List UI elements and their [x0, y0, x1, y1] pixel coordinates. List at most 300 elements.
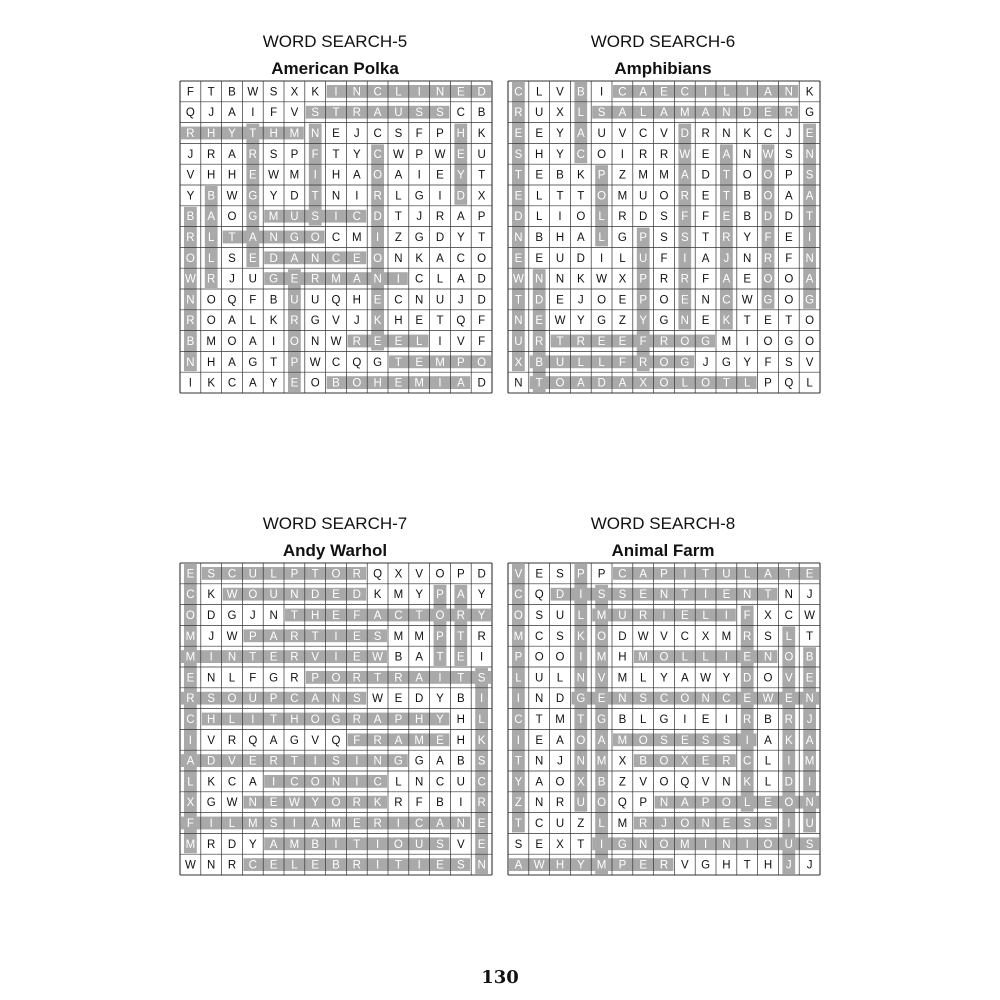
grid-letter: D [477, 568, 486, 581]
grid-letter: R [435, 211, 445, 224]
grid-letter: R [352, 714, 361, 726]
grid-letter: P [290, 356, 299, 369]
grid-letter: A [248, 776, 257, 789]
grid-letter: M [331, 273, 341, 286]
grid-letter: E [722, 589, 731, 602]
grid-letter: I [251, 107, 255, 120]
grid-letter: F [702, 273, 710, 286]
grid-letter: A [764, 568, 772, 581]
grid-letter: Z [514, 797, 522, 810]
grid-letter: V [311, 734, 320, 747]
grid-letter: E [186, 672, 195, 685]
grid-letter: C [227, 377, 237, 390]
grid-letter: G [659, 315, 669, 328]
grid-letter: C [743, 755, 752, 768]
grid-letter: S [456, 859, 465, 872]
grid-letter: D [555, 589, 565, 602]
grid-letter: O [185, 610, 195, 622]
grid-letter: W [226, 630, 238, 643]
grid-letter: J [353, 128, 360, 140]
grid-letter: D [743, 672, 752, 685]
grid-letter: A [556, 734, 564, 747]
grid-letter: O [763, 672, 773, 685]
grid-letter: E [535, 568, 544, 581]
grid-letter: D [290, 190, 299, 203]
grid-letter: C [477, 776, 486, 789]
grid-letter: O [638, 734, 648, 747]
grid-letter: K [373, 315, 382, 328]
grid-letter: D [784, 211, 793, 224]
grid-letter: S [660, 232, 668, 244]
grid-letter: O [477, 356, 487, 369]
grid-letter: O [227, 211, 237, 224]
grid-letter: D [784, 776, 793, 789]
grid-letter: I [334, 838, 338, 851]
grid-letter: I [683, 568, 687, 581]
grid-letter: W [804, 610, 816, 622]
grid-letter: L [556, 672, 564, 685]
grid-letter: J [187, 148, 194, 161]
grid-letter: A [207, 211, 216, 224]
grid-letter: Y [269, 377, 278, 390]
grid-letter: C [639, 128, 648, 140]
grid-letter: E [352, 252, 361, 265]
grid-letter: O [185, 252, 195, 265]
grid-letter: O [659, 294, 669, 307]
grid-letter: O [352, 377, 362, 390]
grid-letter: W [434, 148, 446, 161]
grid-letter: E [311, 859, 320, 872]
grid-letter: N [639, 838, 648, 851]
grid-letter: A [660, 107, 668, 120]
grid-letter: D [477, 273, 486, 286]
grid-letter: S [805, 169, 814, 182]
grid-letter: A [805, 734, 814, 747]
grid-letter: N [269, 610, 278, 622]
grid-letter: G [248, 356, 258, 369]
grid-letter: M [680, 838, 690, 851]
grid-letter: N [805, 797, 814, 810]
grid-letter: B [743, 190, 752, 203]
grid-letter: J [353, 315, 360, 328]
grid-letter: K [743, 776, 752, 789]
grid-letter: W [554, 315, 566, 328]
grid-letter: A [514, 859, 523, 872]
grid-letter: A [680, 672, 689, 685]
grid-letter: L [395, 776, 402, 789]
grid-letter: A [576, 128, 585, 140]
grid-letter: T [806, 211, 814, 224]
grid-letter: A [576, 377, 585, 390]
grid-letter: Y [743, 356, 752, 369]
grid-letter: G [414, 755, 424, 768]
grid-letter: W [372, 693, 384, 706]
grid-letter: I [724, 651, 729, 664]
grid-letter: N [784, 86, 793, 99]
grid-letter: E [514, 128, 523, 140]
puzzle-number: WORD SEARCH-6 [590, 32, 736, 51]
grid-letter: Z [577, 818, 585, 830]
grid-letter: E [701, 190, 710, 203]
grid-letter: U [456, 776, 465, 789]
grid-letter: P [639, 294, 648, 307]
grid-letter: E [639, 589, 648, 602]
grid-letter: D [576, 252, 585, 265]
grid-letter: C [331, 356, 341, 369]
grid-letter: C [373, 776, 382, 789]
grid-letter: H [331, 169, 341, 182]
grid-letter: C [373, 86, 382, 99]
grid-letter: G [597, 315, 607, 328]
grid-letter: P [456, 356, 465, 369]
grid-letter: A [456, 377, 465, 390]
grid-letter: Z [618, 169, 626, 182]
grid-letter: E [186, 568, 195, 581]
grid-letter: O [784, 273, 794, 286]
grid-svg [175, 562, 495, 934]
grid-letter: N [269, 232, 278, 244]
grid-letter: S [743, 818, 752, 830]
grid-letter: T [311, 568, 319, 581]
grid-letter: Q [617, 797, 627, 810]
grid-letter: S [311, 211, 320, 224]
grid-letter: D [373, 211, 382, 224]
grid-letter: M [638, 651, 648, 664]
grid-letter: T [436, 651, 444, 664]
grid-letter: T [535, 377, 543, 390]
grid-letter: G [310, 315, 320, 328]
grid-letter: W [226, 190, 238, 203]
grid-letter: R [394, 797, 403, 810]
grid-letter: T [332, 148, 340, 161]
grid-letter: E [373, 336, 382, 348]
grid-letter: I [683, 714, 687, 726]
grid-letter: N [701, 294, 710, 307]
grid-letter: E [680, 294, 689, 307]
grid-letter: B [639, 755, 648, 768]
grid-letter: Y [660, 672, 668, 685]
grid-letter: R [290, 630, 299, 643]
grid-letter: O [227, 336, 237, 348]
grid-letter: T [394, 356, 402, 369]
grid-letter: C [186, 714, 195, 726]
grid-letter: L [764, 755, 772, 768]
grid-letter: W [533, 859, 545, 872]
grid-letter: T [514, 755, 522, 768]
grid-letter: S [436, 838, 444, 851]
grid-letter: K [722, 315, 731, 328]
grid-letter: K [805, 86, 814, 99]
grid-letter: E [514, 252, 523, 265]
grid-letter: J [785, 859, 792, 872]
grid-letter: K [207, 377, 216, 390]
grid-letter: I [334, 86, 338, 99]
grid-letter: E [805, 568, 814, 581]
grid-letter: Z [618, 315, 626, 328]
grid-letter: P [436, 589, 444, 602]
grid-letter: S [514, 838, 523, 851]
grid-letter: I [787, 755, 791, 768]
grid-letter: N [805, 252, 814, 265]
grid-letter: L [619, 252, 626, 265]
grid-letter: Q [331, 734, 341, 747]
grid-letter: A [701, 252, 710, 265]
grid-letter: Q [331, 294, 341, 307]
grid-letter: G [721, 356, 731, 369]
grid-letter: R [248, 148, 257, 161]
grid-letter: Q [373, 568, 383, 581]
grid-letter: O [331, 568, 341, 581]
grid-letter: A [248, 336, 257, 348]
grid-letter: N [763, 651, 773, 664]
grid-letter: O [513, 610, 523, 622]
grid-letter: J [208, 107, 215, 120]
grid-letter: S [269, 148, 278, 161]
grid-letter: I [188, 377, 193, 390]
grid-letter: N [514, 232, 523, 244]
grid-letter: R [207, 273, 216, 286]
grid-letter: N [311, 128, 320, 140]
grid-letter: D [456, 190, 465, 203]
grid-letter: V [597, 672, 606, 685]
grid-letter: N [207, 672, 216, 685]
grid-letter: E [639, 859, 648, 872]
grid-letter: I [807, 776, 812, 789]
grid-letter: A [311, 818, 320, 830]
grid-letter: F [186, 818, 194, 830]
grid-letter: N [576, 755, 585, 768]
grid-letter: Y [456, 232, 465, 244]
grid-letter: N [701, 818, 710, 830]
grid-letter: I [209, 651, 213, 664]
grid-letter: L [577, 107, 585, 120]
grid-letter: S [269, 818, 278, 830]
grid-letter: N [659, 589, 669, 602]
grid-letter: U [248, 693, 257, 706]
grid-letter: M [185, 838, 196, 851]
grid-letter: R [639, 610, 648, 622]
grid-letter: H [290, 714, 299, 726]
grid-letter: O [597, 148, 607, 161]
grid-letter: E [373, 294, 382, 307]
grid-letter: C [722, 294, 731, 307]
grid-letter: B [576, 86, 585, 99]
grid-letter: V [290, 107, 299, 120]
grid-letter: O [659, 190, 669, 203]
grid-letter: I [188, 734, 193, 747]
grid-letter: M [352, 232, 362, 244]
grid-letter: L [639, 714, 647, 726]
grid-letter: O [805, 336, 815, 348]
grid-letter: A [680, 169, 689, 182]
grid-letter: Y [186, 190, 195, 203]
grid-letter: C [456, 107, 465, 120]
grid-letter: W [330, 336, 342, 348]
grid-letter: K [477, 128, 486, 140]
grid-letter: V [456, 838, 465, 851]
grid-letter: S [207, 568, 216, 581]
grid-letter: E [477, 838, 486, 851]
grid-letter: H [227, 169, 237, 182]
grid-letter: A [394, 734, 403, 747]
grid-letter: O [227, 693, 237, 706]
grid-letter: A [436, 252, 444, 265]
grid-letter: Y [722, 672, 731, 685]
grid-letter: Y [477, 610, 486, 622]
grid-letter: M [596, 755, 607, 768]
grid-letter: G [763, 294, 773, 307]
grid-letter: M [393, 589, 404, 602]
grid-letter: I [396, 273, 401, 286]
grid-letter: U [576, 797, 585, 810]
grid-letter: P [290, 568, 299, 581]
grid-letter: R [618, 211, 627, 224]
grid-letter: G [414, 190, 424, 203]
grid-letter: L [702, 651, 709, 664]
grid-letter: C [659, 693, 669, 706]
grid-letter: A [618, 107, 627, 120]
grid-letter: A [805, 273, 814, 286]
grid-letter: T [514, 294, 522, 307]
grid-letter: G [701, 336, 711, 348]
grid-letter: A [456, 589, 465, 602]
grid-letter: F [270, 107, 278, 120]
grid-letter: A [228, 315, 236, 328]
grid-letter: C [290, 776, 299, 789]
grid-letter: R [352, 797, 361, 810]
grid-letter: L [291, 859, 298, 872]
grid-letter: C [576, 148, 585, 161]
grid-letter: O [477, 252, 487, 265]
grid-letter: V [514, 568, 523, 581]
grid-letter: R [680, 190, 689, 203]
grid-letter: S [597, 107, 606, 120]
grid-letter: G [331, 714, 341, 726]
grid-letter: R [555, 797, 565, 810]
grid-letter: H [394, 315, 403, 328]
grid-letter: R [639, 148, 648, 161]
grid-letter: R [290, 672, 299, 685]
grid-letter: R [680, 273, 689, 286]
grid-letter: E [784, 232, 793, 244]
grid-letter: R [373, 190, 382, 203]
grid-letter: G [373, 356, 383, 369]
grid-letter: N [680, 315, 689, 328]
grid-letter: G [289, 734, 299, 747]
grid-letter: E [701, 315, 710, 328]
grid-letter: S [535, 610, 544, 622]
grid-letter: I [745, 838, 749, 851]
grid-letter: C [680, 86, 689, 99]
grid-letter: L [207, 232, 215, 244]
grid-letter: K [415, 252, 424, 265]
grid-letter: R [722, 755, 731, 768]
grid-letter: R [659, 148, 669, 161]
grid-letter: O [784, 797, 794, 810]
grid-letter: W [741, 294, 753, 307]
grid-letter: N [186, 356, 195, 369]
grid-letter: E [535, 169, 544, 182]
grid-letter: L [228, 714, 236, 726]
grid-letter: S [311, 107, 320, 120]
grid-letter: H [456, 734, 465, 747]
grid-letter: I [807, 232, 812, 244]
grid-letter: P [597, 568, 606, 581]
grid-letter: I [683, 252, 687, 265]
grid-letter: B [394, 651, 403, 664]
grid-letter: O [373, 169, 383, 182]
grid-letter: G [805, 294, 815, 307]
grid-letter: S [436, 107, 444, 120]
grid-letter: A [373, 714, 382, 726]
grid-letter: P [248, 630, 257, 643]
grid-letter: L [249, 315, 257, 328]
grid-letter: A [248, 232, 257, 244]
grid-letter: I [292, 818, 297, 830]
grid-letter: B [618, 714, 627, 726]
grid-letter: F [353, 734, 361, 747]
grid-letter: I [334, 211, 338, 224]
grid-letter: B [597, 776, 606, 789]
grid-letter: Q [534, 589, 544, 602]
grid-letter: T [478, 232, 486, 244]
grid-letter: B [535, 356, 544, 369]
grid-letter: W [226, 797, 238, 810]
grid-letter: O [534, 651, 544, 664]
grid-letter: R [701, 128, 710, 140]
grid-letter: E [535, 315, 544, 328]
grid-letter: R [639, 818, 648, 830]
grid-letter: N [435, 86, 445, 99]
grid-letter: G [206, 797, 216, 810]
grid-letter: Q [185, 107, 195, 120]
grid-letter: A [576, 232, 585, 244]
grid-letter: B [207, 190, 216, 203]
grid-letter: P [311, 672, 320, 685]
grid-letter: C [290, 693, 299, 706]
grid-letter: O [597, 630, 607, 643]
grid-letter: J [457, 294, 464, 307]
grid-letter: D [435, 232, 445, 244]
grid-letter: S [514, 148, 523, 161]
grid-letter: W [184, 859, 196, 872]
grid-letter: U [248, 273, 257, 286]
grid-letter: I [703, 589, 708, 602]
grid-letter: M [435, 356, 445, 369]
grid-letter: E [743, 273, 752, 286]
grid-letter: A [415, 651, 424, 664]
grid-letter: T [785, 315, 793, 328]
grid-letter: E [332, 128, 340, 140]
grid-letter: L [639, 672, 647, 685]
grid-letter: P [269, 693, 278, 706]
grid-letter: X [701, 630, 710, 643]
grid-letter: D [207, 755, 216, 768]
grid-letter: T [556, 190, 564, 203]
grid-letter: A [680, 797, 689, 810]
grid-letter: D [680, 128, 689, 140]
grid-letter: U [639, 190, 648, 203]
grid-letter: M [185, 630, 196, 643]
grid-letter: R [352, 568, 361, 581]
grid-letter: Z [394, 232, 402, 244]
grid-letter: L [743, 797, 751, 810]
grid-letter: O [742, 169, 752, 182]
grid-letter: D [514, 211, 523, 224]
grid-letter: O [248, 589, 258, 602]
grid-letter: X [186, 797, 195, 810]
grid-letter: M [248, 818, 258, 830]
